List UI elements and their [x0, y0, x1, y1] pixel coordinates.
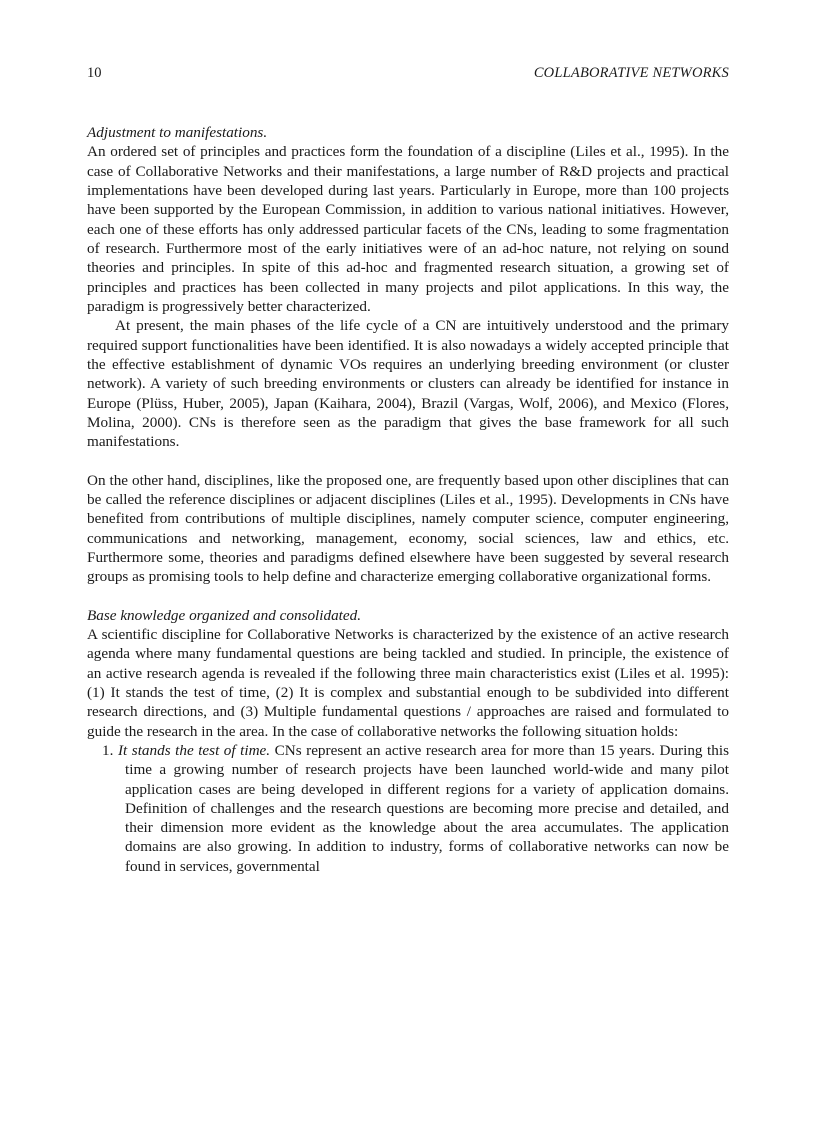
page-number: 10 [87, 65, 102, 81]
body-text [87, 123, 729, 876]
list-item-text: CNs represent an active research area for more than 15 years. During this time a growing number of research projects have been launched world-wide and many pilot application cases are being developed in different regions for a variety of application domains. Definition of challenges and the research questions are becoming more precise and detailed, and their dimension more evident as the knowledge about the area accumulates. The application domains are also growing. In addition to industry, forms of collaborative networks can now be found in services, governmental [125, 741, 729, 875]
paragraph: At present, the main phases of the life cycle of a CN are intuitively understood and the primary required support functionalities have been identified. It is also nowadays a widely accepted principle that the effective establishment of dynamic VOs requires an underlying breeding environment (or cluster network). A variety of such breeding environments or clusters can already be identified for instance in Europe (Plüss, Huber, 2005), Japan (Kaihara, 2004), Brazil (Vargas, Wolf, 2006), and Mexico (Flores, Molina, 2000). CNs is therefore seen as the paradigm that gives the base framework for all such manifestations. [87, 317, 729, 451]
paragraph: On the other hand, disciplines, like the proposed one, are frequently based upon other disciplines that can be called the reference disciplines or adjacent disciplines (Liles et al., 1995). Developments in CNs have benefited from contributions of multiple disciplines, namely computer science, computer engineering, communications and networking, management, economy, social sciences, law and ethics, etc. Furthermore some, theories and paradigms defined elsewhere have been suggested by several research groups as promising tools to help define and characterize emerging collaborative organizational forms. [87, 471, 729, 586]
running-header [87, 62, 729, 84]
page [87, 62, 729, 876]
numbered-list-item [87, 741, 729, 876]
list-item-number: 1. [102, 741, 114, 759]
running-title: COLLABORATIVE NETWORKS [533, 65, 729, 81]
section-heading-adjustment: Adjustment to manifestations. [87, 124, 268, 141]
paragraph-gap [87, 587, 729, 606]
paragraph-gap [87, 452, 729, 471]
list-item-lead: It stands the test of time. [118, 741, 271, 759]
paragraph: An ordered set of principles and practices form the foundation of a discipline (Liles et al., 1995). In the case of Collaborative Networks and their manifestations, a large number of R&D projects and practical implementations have been developed during last years. Particularly in Europe, more than 100 projects have been supported by the European Commission, in addition to various national initiatives. However, each one of these efforts has only addressed particular facets of the CNs, leading to some fragmentation of research. Furthermore most of the early initiatives were of an ad-hoc nature, not relying on sound theories and principles. In spite of this ad-hoc and fragmented research situation, a growing set of principles and practices has been collected in many projects and pilot applications. In this way, the paradigm is progressively better characterized. [87, 143, 729, 315]
section-heading-base-knowledge: Base knowledge organized and consolidated. [87, 606, 362, 624]
paragraph: A scientific discipline for Collaborative Networks is characterized by the existence of an active research agenda where many fundamental questions are being tackled and studied. In principle, the existence of an active research agenda is revealed if the following three main characteristics exist (Liles et al. 1995): (1) It stands the test of time, (2) It is complex and substantial enough to be subdivided into different research directions, and (3) Multiple fundamental questions / approaches are raised and formulated to guide the research in the area. In the case of collaborative networks the following situation holds: [87, 625, 729, 740]
